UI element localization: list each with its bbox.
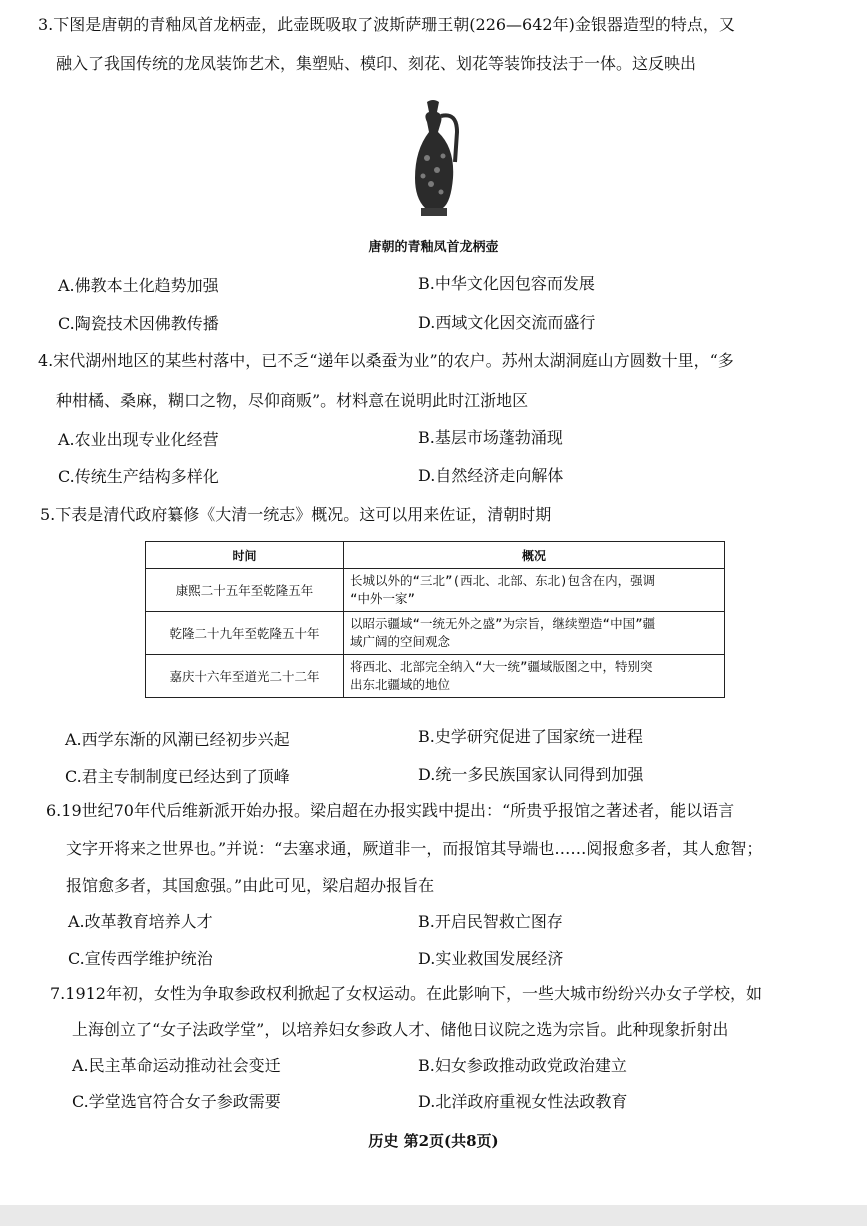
q7-option-a[interactable]: A.民主革命运动推动社会变迁 bbox=[72, 1056, 281, 1075]
table-row bbox=[146, 569, 725, 612]
qing-gazetteer-table bbox=[145, 541, 725, 698]
overview-line: 以昭示疆域“一统无外之盛”为宗旨，继续塑造“中国”疆 bbox=[350, 616, 656, 631]
q6-stem-line3: 报馆愈多者，其国愈强。”由此可见，梁启超办报旨在 bbox=[66, 876, 435, 895]
table-cell-overview bbox=[344, 569, 725, 612]
q3-stem-line1: 3.下图是唐朝的青釉凤首龙柄壶，此壶既吸取了波斯萨珊王朝(226—642年)金银器造型的特点，又 bbox=[38, 15, 735, 34]
q6-option-b[interactable]: B.开启民智救亡图存 bbox=[418, 912, 563, 931]
overview-line: 出东北疆域的地位 bbox=[350, 677, 451, 692]
q7-stem-line2: 上海创立了“女子法政学堂”，以培养妇女参政人才、储他日议院之选为宗旨。此种现象折射出 bbox=[72, 1020, 729, 1039]
q3-stem-line2: 融入了我国传统的龙凤装饰艺术，集塑贴、模印、刻花、划花等装饰技法于一体。这反映出 bbox=[56, 54, 697, 73]
table-cell-time: 嘉庆十六年至道光二十二年 bbox=[146, 655, 344, 698]
q6-stem-line1: 6.19世纪70年代后维新派开始办报。梁启超在办报实践中提出：“所贵乎报馆之著述者，能以语言 bbox=[46, 801, 735, 820]
q3-option-c[interactable]: C.陶瓷技术因佛教传播 bbox=[58, 314, 219, 333]
table-cell-time: 乾隆二十九年至乾隆五十年 bbox=[146, 612, 344, 655]
q4-stem-line1: 4.宋代湖州地区的某些村落中，已不乏“递年以桑蚕为业”的农户。苏州太湖洞庭山方圆数十里，“多 bbox=[38, 351, 734, 370]
table-cell-overview bbox=[344, 655, 725, 698]
table-cell-time: 康熙二十五年至乾隆五年 bbox=[146, 569, 344, 612]
q7-stem-line1: 7.1912年初，女性为争取参政权利掀起了女权运动。在此影响下，一些大城市纷纷兴办女子学校，如 bbox=[50, 984, 762, 1003]
q7-option-c[interactable]: C.学堂选官符合女子参政需要 bbox=[72, 1092, 281, 1111]
q4-option-c[interactable]: C.传统生产结构多样化 bbox=[58, 467, 219, 486]
scan-bottom-band bbox=[0, 1205, 867, 1226]
q6-option-c[interactable]: C.宣传西学维护统治 bbox=[68, 949, 213, 968]
table-row bbox=[146, 612, 725, 655]
table-header-overview: 概况 bbox=[344, 542, 725, 569]
q5-option-a[interactable]: A.西学东渐的风潮已经初步兴起 bbox=[65, 730, 290, 749]
overview-line: “中外一家” bbox=[350, 591, 416, 606]
table-header-time: 时间 bbox=[146, 542, 344, 569]
table-cell-overview bbox=[344, 612, 725, 655]
q7-option-b[interactable]: B.妇女参政推动政党政治建立 bbox=[418, 1056, 627, 1075]
page-footer: 历史 第2页(共8页) bbox=[368, 1132, 499, 1150]
overview-line: 域广阔的空间观念 bbox=[350, 634, 451, 649]
q3-option-d[interactable]: D.西域文化因交流而盛行 bbox=[418, 313, 596, 332]
q3-option-a[interactable]: A.佛教本土化趋势加强 bbox=[58, 276, 219, 295]
table-row bbox=[146, 655, 725, 698]
q6-option-d[interactable]: D.实业救国发展经济 bbox=[418, 949, 564, 968]
overview-line: 长城以外的“三北”(西北、北部、东北)包含在内，强调 bbox=[350, 573, 656, 588]
table-header-row bbox=[146, 542, 725, 569]
q5-option-d[interactable]: D.统一多民族国家认同得到加强 bbox=[418, 765, 644, 784]
q4-option-b[interactable]: B.基层市场蓬勃涌现 bbox=[418, 428, 563, 447]
q5-option-c[interactable]: C.君主专制制度已经达到了顶峰 bbox=[65, 767, 290, 786]
q5-option-b[interactable]: B.史学研究促进了国家统一进程 bbox=[418, 727, 643, 746]
q6-stem-line2: 文字开将来之世界也。”并说：“去塞求通，厥道非一，而报馆其导端也……阅报愈多者，其人愈智； bbox=[66, 839, 763, 858]
q7-option-d[interactable]: D.北洋政府重视女性法政教育 bbox=[418, 1092, 628, 1111]
overview-line: 将西北、北部完全纳入“大一统”疆域版图之中，特别突 bbox=[350, 659, 653, 674]
celadon-ewer-image bbox=[403, 98, 465, 220]
q3-option-b[interactable]: B.中华文化因包容而发展 bbox=[418, 274, 595, 293]
q6-option-a[interactable]: A.改革教育培养人才 bbox=[68, 912, 213, 931]
q4-option-a[interactable]: A.农业出现专业化经营 bbox=[58, 430, 219, 449]
q4-option-d[interactable]: D.自然经济走向解体 bbox=[418, 466, 564, 485]
q4-stem-line2: 种柑橘、桑麻，糊口之物，尽仰商贩”。材料意在说明此时江浙地区 bbox=[56, 391, 529, 410]
image-caption: 唐朝的青釉凤首龙柄壶 bbox=[368, 240, 499, 255]
q5-stem-line1: 5.下表是清代政府纂修《大清一统志》概况。这可以用来佐证，清朝时期 bbox=[40, 505, 552, 524]
